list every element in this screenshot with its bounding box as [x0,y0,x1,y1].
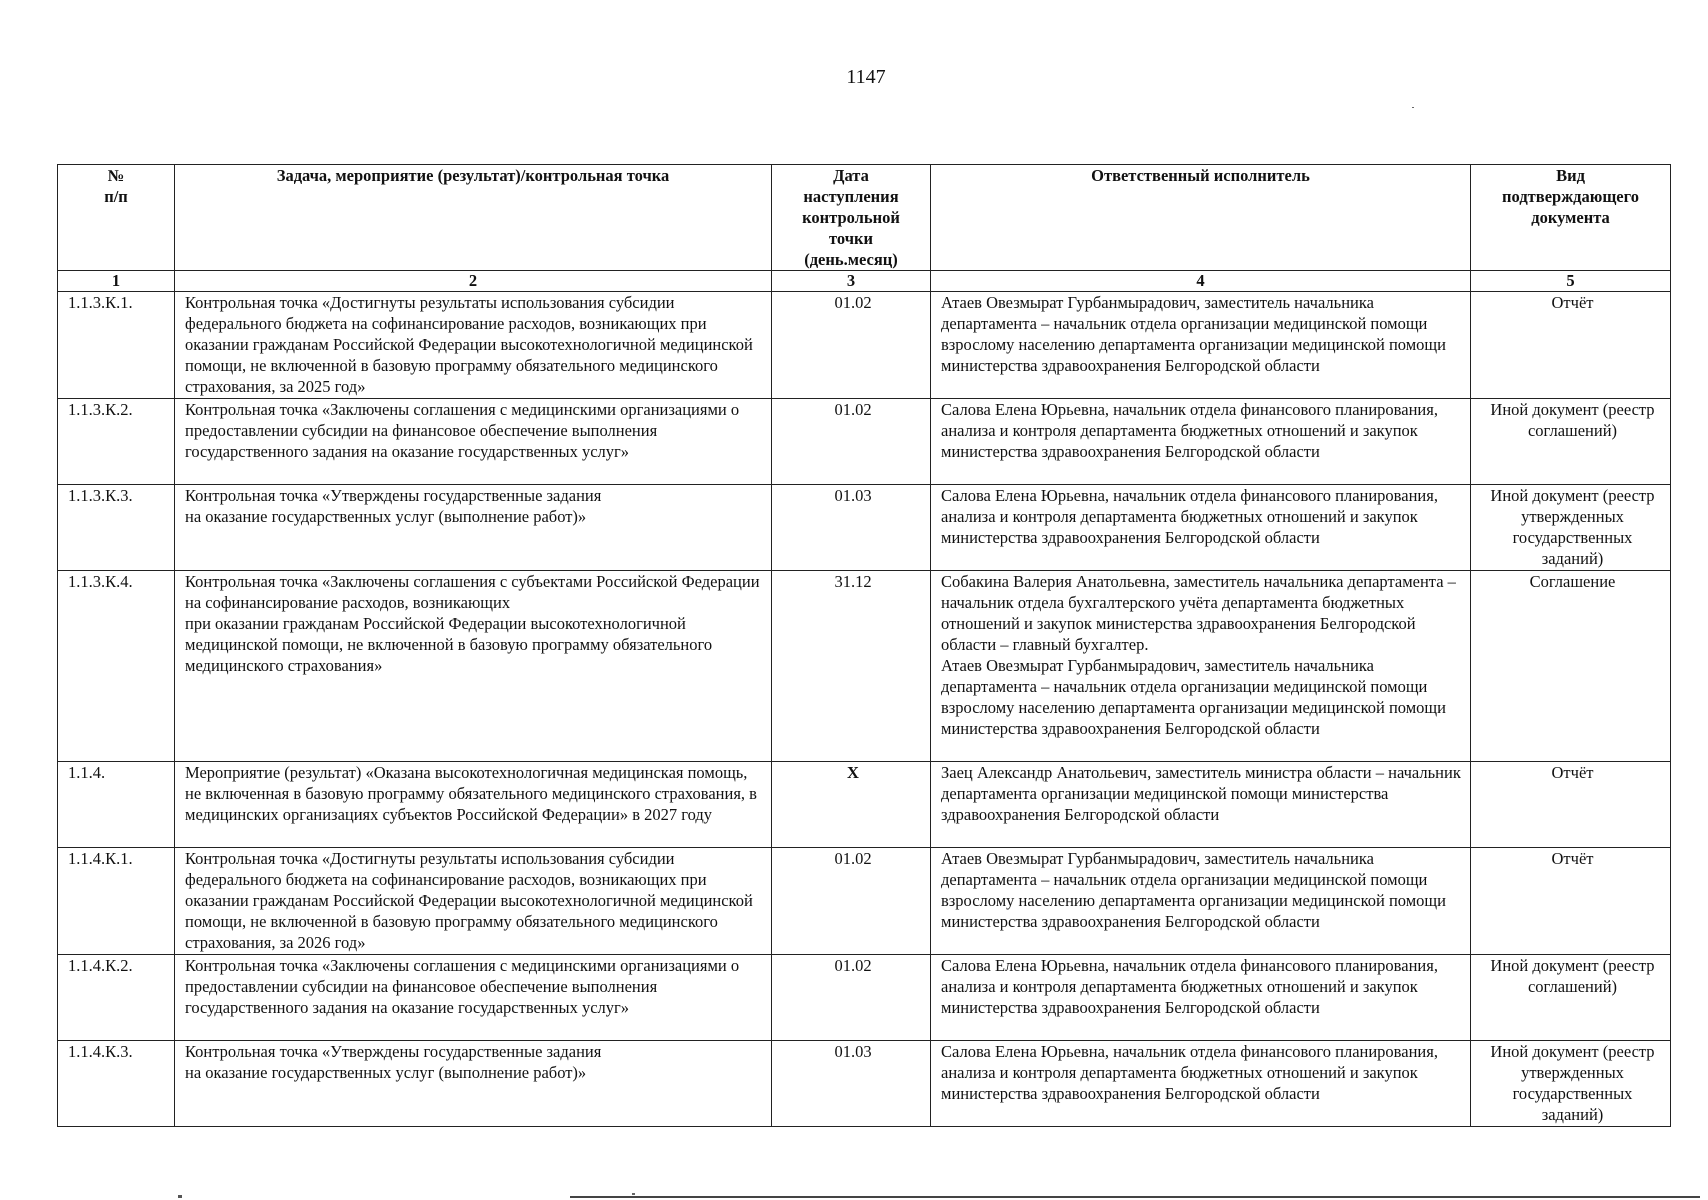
column-number: 4 [931,271,1471,292]
cell-date: Х [772,762,931,848]
control-points-table [57,164,1671,1127]
cell-num: 1.1.3.К.2. [58,399,175,485]
cell-num: 1.1.3.К.1. [58,292,175,399]
cell-executor: Заец Александр Анатольевич, заместитель министра области – начальник департамента организации медицинской помощи министерства здравоохранения Белгородской области [931,762,1471,848]
scan-speck [178,1195,182,1198]
header-task: Задача, мероприятие (результат)/контрольная точка [175,165,772,271]
cell-task: Контрольная точка «Достигнуты результаты использования субсидии федерального бюджета на софинансирование расходов, возникающих при оказании гражданам Российской Федерации высокотехнологичной медицинской помощи, не включенной в базовую программу обязательного медицинского страхования, за 2025 год» [175,292,772,399]
cell-document: Соглашение [1471,571,1671,762]
cell-document: Отчёт [1471,292,1671,399]
header-num: № п/п [58,165,175,271]
cell-document: Отчёт [1471,762,1671,848]
cell-executor: Салова Елена Юрьевна, начальник отдела финансового планирования, анализа и контроля департамента бюджетных отношений и закупок министерства здравоохранения Белгородской области [931,485,1471,571]
table-row [58,955,1671,1041]
cell-date: 01.02 [772,292,931,399]
cell-executor: Салова Елена Юрьевна, начальник отдела финансового планирования, анализа и контроля департамента бюджетных отношений и закупок министерства здравоохранения Белгородской области [931,1041,1471,1127]
cell-document: Отчёт [1471,848,1671,955]
cell-num: 1.1.3.К.4. [58,571,175,762]
table-row [58,292,1671,399]
cell-date: 01.03 [772,1041,931,1127]
cell-num: 1.1.3.К.3. [58,485,175,571]
cell-document: Иной документ (реестр утвержденных государственных заданий) [1471,485,1671,571]
header-date: Дата наступления контрольной точки (день.месяц) [772,165,931,271]
table-row [58,848,1671,955]
cell-date: 01.02 [772,955,931,1041]
cell-executor: Салова Елена Юрьевна, начальник отдела финансового планирования, анализа и контроля департамента бюджетных отношений и закупок министерства здравоохранения Белгородской области [931,955,1471,1041]
column-number: 5 [1471,271,1671,292]
scan-speck [1412,107,1414,108]
cell-task: Контрольная точка «Заключены соглашения с медицинскими организациями о предоставлении субсидии на финансовое обеспечение выполнения государственного задания на оказание государственных услуг» [175,955,772,1041]
cell-document: Иной документ (реестр соглашений) [1471,955,1671,1041]
cell-task: Контрольная точка «Заключены соглашения с субъектами Российской Федерации на софинансирование расходов, возникающих при оказании гражданам Российской Федерации высокотехнологичной медицинской помощи, не включенной в базовую программу обязательного медицинского страхования» [175,571,772,762]
table-row [58,762,1671,848]
header-executor: Ответственный исполнитель [931,165,1471,271]
cell-num: 1.1.4.К.1. [58,848,175,955]
scan-edge-line [570,1196,1700,1198]
cell-document: Иной документ (реестр утвержденных государственных заданий) [1471,1041,1671,1127]
cell-task: Контрольная точка «Утверждены государственные задания на оказание государственных услуг (выполнение работ)» [175,1041,772,1127]
cell-date: 31.12 [772,571,931,762]
cell-date: 01.02 [772,848,931,955]
table-row [58,1041,1671,1127]
column-number: 1 [58,271,175,292]
cell-executor: Собакина Валерия Анатольевна, заместитель начальника департамента – начальник отдела бухгалтерского учёта департамента бюджетных отношений и закупок министерства здравоохранения Белгородской области – главный бухгалтер. Атаев Овезмырат Гурбанмырадович, заместитель начальника департамента – начальник отдела организации медицинской помощи взрослому населению департамента организации медицинской помощи министерства здравоохранения Белгородской области [931,571,1471,762]
cell-task: Контрольная точка «Достигнуты результаты использования субсидии федерального бюджета на софинансирование расходов, возникающих при оказании гражданам Российской Федерации высокотехнологичной медицинской помощи, не включенной в базовую программу обязательного медицинского страхования, за 2026 год» [175,848,772,955]
table-row [58,485,1671,571]
cell-num: 1.1.4.К.3. [58,1041,175,1127]
cell-date: 01.03 [772,485,931,571]
column-number: 2 [175,271,772,292]
header-doc: Вид подтверждающего документа [1471,165,1671,271]
page-number: 1147 [846,66,886,88]
cell-date: 01.02 [772,399,931,485]
table-header-row [58,165,1671,271]
table-row [58,399,1671,485]
cell-task: Мероприятие (результат) «Оказана высокотехнологичная медицинская помощь, не включенная в базовую программу обязательного медицинского страхования, в медицинских организациях субъектов Российской Федерации» в 2027 году [175,762,772,848]
table-row [58,571,1671,762]
cell-executor: Атаев Овезмырат Гурбанмырадович, заместитель начальника департамента – начальник отдела организации медицинской помощи взрослому населению департамента организации медицинской помощи министерства здравоохранения Белгородской области [931,292,1471,399]
cell-document: Иной документ (реестр соглашений) [1471,399,1671,485]
column-number: 3 [772,271,931,292]
cell-executor: Салова Елена Юрьевна, начальник отдела финансового планирования, анализа и контроля департамента бюджетных отношений и закупок министерства здравоохранения Белгородской области [931,399,1471,485]
cell-task: Контрольная точка «Утверждены государственные задания на оказание государственных услуг (выполнение работ)» [175,485,772,571]
cell-num: 1.1.4.К.2. [58,955,175,1041]
scan-speck [632,1193,635,1195]
column-number-row [58,271,1671,292]
cell-task: Контрольная точка «Заключены соглашения с медицинскими организациями о предоставлении субсидии на финансовое обеспечение выполнения государственного задания на оказание государственных услуг» [175,399,772,485]
cell-num: 1.1.4. [58,762,175,848]
cell-executor: Атаев Овезмырат Гурбанмырадович, заместитель начальника департамента – начальник отдела организации медицинской помощи взрослому населению департамента организации медицинской помощи министерства здравоохранения Белгородской области [931,848,1471,955]
